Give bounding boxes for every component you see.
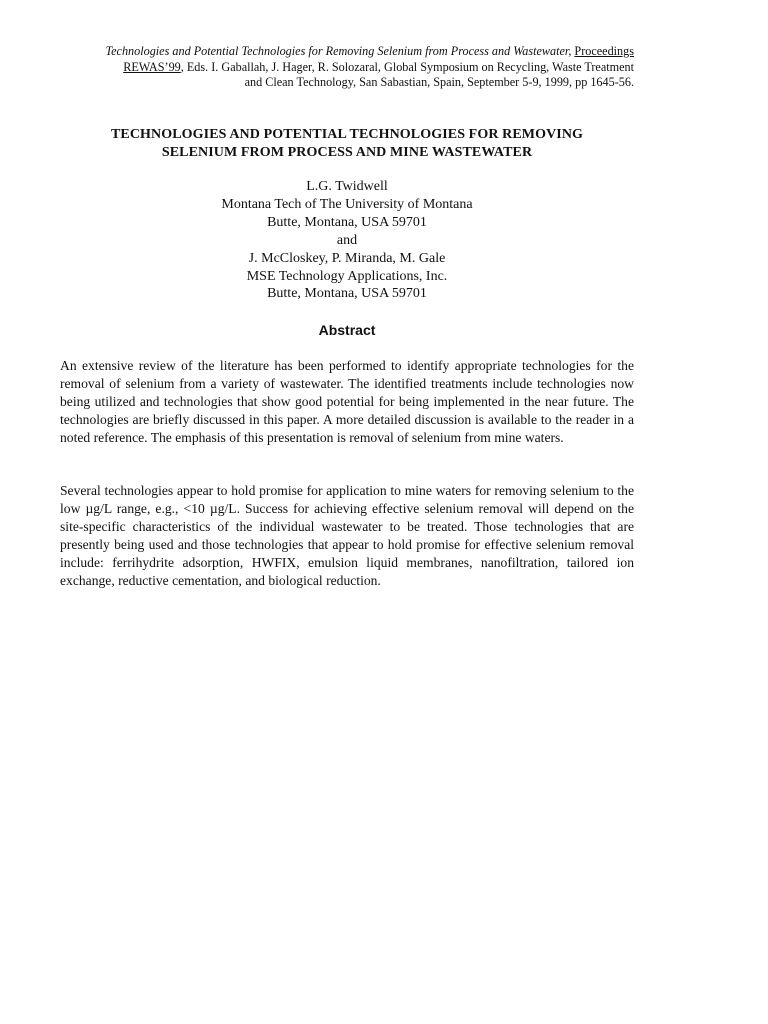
citation-venue: and Clean Technology, San Sabastian, Spain, September 5-9, 1999, pp 1645-56.	[244, 75, 634, 90]
citation-header	[60, 44, 634, 91]
citation-proceedings: Proceedings	[574, 44, 634, 58]
author-line: L.G. Twidwell	[306, 179, 388, 194]
author-separator: and	[336, 232, 358, 248]
author-line: J. McCloskey, P. Miranda, M. Gale	[248, 250, 446, 266]
address-line: Butte, Montana, USA 59701	[267, 214, 427, 230]
affiliation-line: MSE Technology Applications, Inc.	[246, 268, 448, 284]
abstract-heading: Abstract	[318, 322, 376, 338]
affiliation-line: Montana Tech of The University of Montana	[221, 196, 473, 212]
citation-editors: , Eds. I. Gaballah, J. Hager, R. Solozaral, Global Symposium on Recycling, Waste Treatment	[180, 59, 634, 74]
address-line: Butte, Montana, USA 59701	[267, 286, 427, 302]
citation-paper-title: Technologies and Potential Technologies for Removing Selenium from Process and Wastewater,	[105, 44, 572, 58]
abstract-paragraph-2: Several technologies appear to hold promise for application to mine waters for removing selenium to the low µg/L range, e.g., <10 µg/L. Success for achieving effective selenium removal will depend on the site-specific characteristics of the individual wastewater to be treated. Those technologies that are presently being used and those technologies that appear to hold promise for effective selenium removal include: ferrihydrite adsorption, HWFIX, emulsion liquid membranes, nanofiltration, tailored ion exchange, reductive cementation, and biological reduction.	[60, 483, 634, 588]
paper-title-line-1: TECHNOLOGIES AND POTENTIAL TECHNOLOGIES FOR REMOVING	[110, 127, 584, 142]
citation-rewas: REWAS’99	[123, 59, 181, 74]
paper-title-line-2: SELENIUM FROM PROCESS AND MINE WASTEWATER	[161, 144, 533, 160]
abstract-paragraph-1: An extensive review of the literature has been performed to identify appropriate technologies for the removal of selenium from a variety of wastewater. The identified treatments include technologies now being utilized and technologies that show good potential for being implemented in the near future. The technologies are briefly discussed in this paper. A more detailed discussion is available to the reader in a noted reference. The emphasis of this presentation is removal of selenium from mine waters.	[60, 358, 634, 445]
paper-title	[60, 126, 634, 161]
author-block	[60, 178, 634, 303]
